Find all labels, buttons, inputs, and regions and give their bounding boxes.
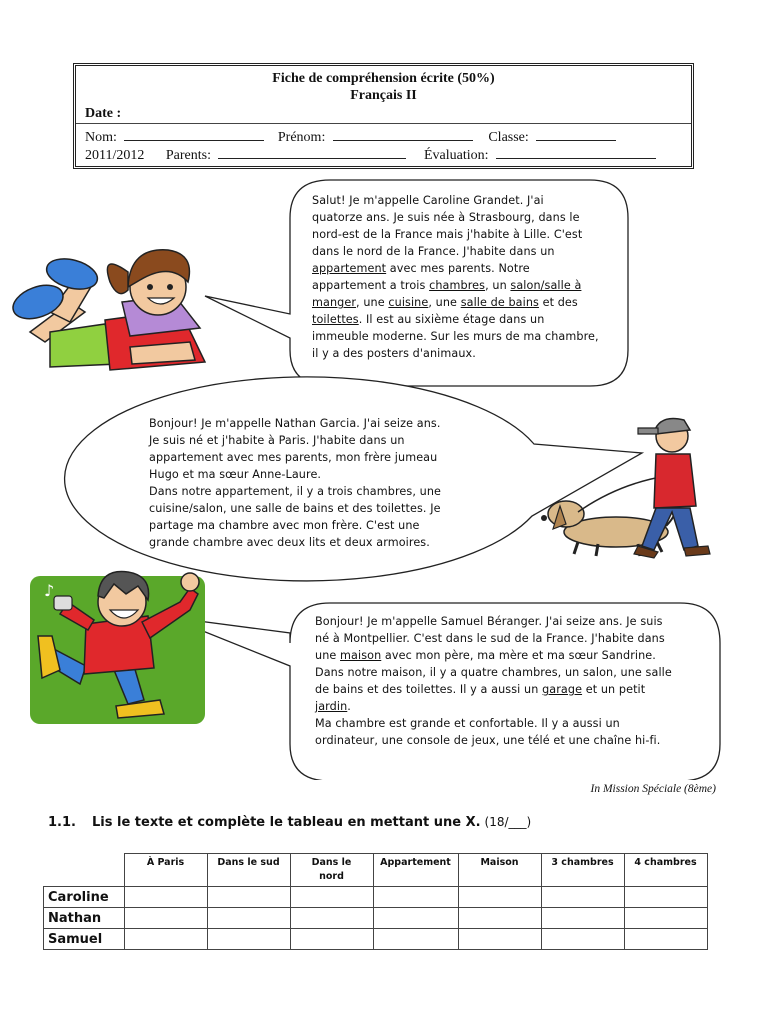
text-segment: Hugo et ma sœur Anne-Laure.: [149, 468, 322, 481]
answer-cell[interactable]: [124, 908, 207, 929]
source-citation: In Mission Spéciale (8ème): [590, 783, 716, 795]
answer-cell[interactable]: [624, 887, 707, 908]
col-header: Maison: [458, 854, 541, 887]
table-row: [44, 929, 708, 950]
answer-cell[interactable]: [458, 887, 541, 908]
text-segment: .: [347, 700, 351, 713]
col-header-text: Dans le nord: [311, 857, 352, 882]
caroline-text-line: [312, 243, 599, 260]
answer-table: [43, 853, 708, 950]
nathan-text-line: [149, 449, 441, 466]
col-header: 3 chambres: [541, 854, 624, 887]
caroline-text-line: [312, 192, 599, 209]
col-header: 4 chambres: [624, 854, 707, 887]
text-segment: Dans notre maison, il y a quatre chambres, un salon, une salle: [315, 666, 672, 679]
exercise-instruction: [48, 815, 531, 830]
samuel-text-line: [315, 698, 672, 715]
answer-cell[interactable]: [207, 908, 290, 929]
samuel-text-line: [315, 630, 672, 647]
text-segment: quatorze ans. Je suis née à Strasbourg, dans le: [312, 211, 580, 224]
samuel-text-line: [315, 715, 672, 732]
samuel-text-line: [315, 613, 672, 630]
underlined-word: toilettes: [312, 313, 359, 326]
caroline-bubble-text: [312, 192, 599, 362]
col-header: Dans le sud: [207, 854, 290, 887]
underlined-word: chambres: [429, 279, 486, 292]
text-segment: , une: [356, 296, 389, 309]
parents-label: Parents:: [165, 148, 211, 163]
underlined-word: maison: [340, 649, 382, 662]
underlined-word: cuisine: [388, 296, 429, 309]
nathan-bubble-text: [149, 415, 441, 551]
text-segment: grande chambre avec deux lits et deux armoires.: [149, 536, 430, 549]
text-segment: né à Montpellier. C'est dans le sud de la France. J'habite dans: [315, 632, 665, 645]
table-body: [44, 887, 708, 950]
text-segment: appartement avec mes parents, mon frère jumeau: [149, 451, 438, 464]
caroline-text-line: [312, 277, 599, 294]
caroline-text-line: [312, 328, 599, 345]
answer-cell[interactable]: [458, 929, 541, 950]
boy-dancing-music-illustration: [30, 566, 210, 728]
exercise-number: 1.1.: [48, 815, 76, 830]
text-segment: et un petit: [582, 683, 646, 696]
answer-cell[interactable]: [541, 908, 624, 929]
text-segment: , un: [485, 279, 511, 292]
answer-cell[interactable]: [207, 929, 290, 950]
exercise-score: (18/___): [484, 815, 532, 829]
nathan-text-line: [149, 415, 441, 432]
text-segment: avec mon père, ma mère et ma sœur Sandrine.: [381, 649, 656, 662]
caroline-text-line: [312, 209, 599, 226]
nathan-text-line: [149, 517, 441, 534]
answer-cell[interactable]: [624, 929, 707, 950]
boy-walking-dog-illustration: [538, 414, 716, 562]
samuel-text-line: [315, 647, 672, 664]
underlined-word: garage: [542, 683, 583, 696]
text-segment: , une: [428, 296, 461, 309]
nathan-text-line: [149, 534, 441, 551]
text-segment: Salut! Je m'appelle Caroline Grandet. J'ai: [312, 194, 544, 207]
underlined-word: appartement: [312, 262, 387, 275]
text-segment: une: [315, 649, 341, 662]
table-corner-cell: [44, 854, 125, 887]
date-label: Date :: [85, 106, 122, 121]
answer-cell[interactable]: [541, 929, 624, 950]
row-label: Nathan: [44, 908, 125, 929]
evaluation-label: Évaluation:: [423, 148, 489, 163]
caroline-text-line: [312, 260, 599, 277]
text-segment: et des: [538, 296, 578, 309]
answer-cell[interactable]: [207, 887, 290, 908]
answer-cell[interactable]: [373, 929, 458, 950]
nathan-text-line: [149, 500, 441, 517]
worksheet-title: Fiche de compréhension écrite (50%): [272, 71, 495, 86]
answer-cell[interactable]: [124, 929, 207, 950]
course-title: Français II: [350, 88, 417, 103]
text-segment: Ma chambre est grande et confortable. Il y a aussi un: [315, 717, 620, 730]
text-segment: avec mes parents. Notre: [386, 262, 530, 275]
text-segment: Je suis né et j'habite à Paris. J'habite dans un: [149, 434, 405, 447]
answer-cell[interactable]: [290, 908, 373, 929]
nathan-text-line: [149, 483, 441, 500]
classe-label: Classe:: [488, 130, 529, 145]
col-header: Appartement: [373, 854, 458, 887]
nom-label: Nom:: [85, 130, 117, 145]
caroline-text-line: [312, 294, 599, 311]
caroline-text-line: [312, 226, 599, 243]
samuel-bubble-text: [315, 613, 672, 749]
underlined-word: manger: [312, 296, 357, 309]
text-segment: partage ma chambre avec mon frère. C'est une: [149, 519, 420, 532]
underlined-word: salon/salle à: [510, 279, 582, 292]
text-segment: ordinateur, une console de jeux, une télé et une chaîne hi-fi.: [315, 734, 661, 747]
instruction-text: Lis le texte et complète le tableau en mettant une X.: [92, 815, 481, 830]
answer-cell[interactable]: [373, 887, 458, 908]
text-segment: de bains et des toilettes. Il y a aussi un: [315, 683, 543, 696]
answer-cell[interactable]: [290, 929, 373, 950]
answer-cell[interactable]: [458, 908, 541, 929]
samuel-text-line: [315, 664, 672, 681]
nathan-text-line: [149, 432, 441, 449]
col-header: [290, 854, 373, 887]
underlined-word: salle de bains: [460, 296, 539, 309]
school-year: 2011/2012: [85, 148, 145, 163]
text-segment: nord-est de la France mais j'habite à Lille. C'est: [312, 228, 583, 241]
answer-cell[interactable]: [373, 908, 458, 929]
table-header-row: [44, 854, 708, 887]
caroline-text-line: [312, 345, 599, 362]
text-segment: . Il est au sixième étage dans un: [358, 313, 545, 326]
table-row: [44, 908, 708, 929]
svg-text:♪: ♪: [44, 581, 55, 600]
text-segment: Dans notre appartement, il y a trois chambres, une: [149, 485, 441, 498]
nathan-text-line: [149, 466, 441, 483]
answer-cell[interactable]: [541, 887, 624, 908]
text-segment: dans le nord de la France. J'habite dans un: [312, 245, 555, 258]
samuel-text-line: [315, 732, 672, 749]
text-segment: Bonjour! Je m'appelle Samuel Béranger. J'ai seize ans. Je suis: [315, 615, 663, 628]
prenom-label: Prénom:: [277, 130, 326, 145]
text-segment: Bonjour! Je m'appelle Nathan Garcia. J'ai seize ans.: [149, 417, 441, 430]
answer-cell[interactable]: [624, 908, 707, 929]
answer-cell[interactable]: [124, 887, 207, 908]
girl-lying-illustration: [10, 232, 210, 377]
underlined-word: jardin: [315, 700, 348, 713]
answer-cell[interactable]: [290, 887, 373, 908]
text-segment: cuisine/salon, une salle de bains et des toilettes. Je: [149, 502, 441, 515]
text-segment: il y a des posters d'animaux.: [312, 347, 476, 360]
row-label: Samuel: [44, 929, 125, 950]
col-header: À Paris: [124, 854, 207, 887]
caroline-text-line: [312, 311, 599, 328]
row-label: Caroline: [44, 887, 125, 908]
text-segment: appartement a trois: [312, 279, 430, 292]
samuel-text-line: [315, 681, 672, 698]
text-segment: immeuble moderne. Sur les murs de ma chambre,: [312, 330, 599, 343]
table-row: [44, 887, 708, 908]
